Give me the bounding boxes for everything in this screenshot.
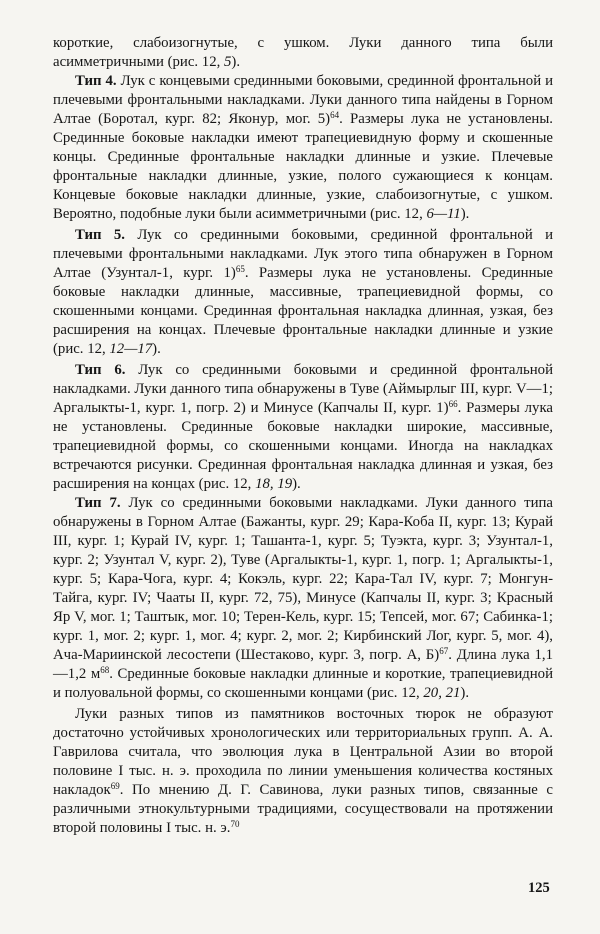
figure-reference: 5 <box>224 54 232 70</box>
text-run: . Длина лука 1,1—1,2 м <box>53 647 553 682</box>
text-run: . По мнению Д. Г. Савинова, луки разных типов, связанные с различными этнокультурными традициями, сосуществовали на протяжении второй половины I тыс. н. э. <box>53 782 553 836</box>
paragraph-type-7 <box>53 494 553 703</box>
text-run: ). <box>152 341 161 357</box>
text-run: короткие, слабоизогнутые, с ушком. Луки данного типа были асимметричными (рис. 12, <box>53 35 553 70</box>
text-run: ). <box>460 685 470 701</box>
page-number: 125 <box>528 880 550 896</box>
text-run: . Размеры лука не установлены. Срединные боковые накладки длинные, массивные, трапециевидной формы, со скошенными концами. Срединная фронтальная накладка длинная, узкая, без расширения на концах. Плечевые фронтальные накладки длинные и узкие (рис. 12, <box>53 265 553 357</box>
figure-reference: 20, 21 <box>423 685 461 701</box>
text-run: Луки разных типов из памятников восточных тюрок не образуют достаточно устойчивых хронологических или территориальных групп. А. А. Гаврилова считала, что эволюция лука в Центральной Азии во второй половине I тыс. н. э. проходила по линии уменьшения количества костяных накладок <box>53 706 553 798</box>
figure-reference: 18, 19 <box>255 476 293 492</box>
footnote-marker: 70 <box>230 819 240 829</box>
text-run: Лук со срединными боковыми, срединной фронтальной и плечевыми фронтальными накладками. Лук этого типа обнаружен в Горном Алтае (Узунтал-1, кург. 1) <box>53 227 553 281</box>
footnote-marker: 64 <box>330 110 340 120</box>
paragraph-type-6 <box>53 361 553 494</box>
type-heading: Тип 4. <box>75 73 117 89</box>
paragraph-type-5 <box>53 226 553 359</box>
figure-reference: 6—11 <box>426 206 461 222</box>
footnote-marker: 66 <box>448 399 458 409</box>
text-run: ). <box>231 54 241 70</box>
text-run: Лук с концевыми срединными боковыми, срединной фронтальной и плечевыми фронтальными накладками. Луки данного типа найдены в Горном Алтае (Боротал, кург. 82; Яконур, мог. 5) <box>53 73 553 127</box>
footnote-marker: 68 <box>100 665 110 675</box>
text-run: ). <box>460 206 470 222</box>
main-text <box>53 34 553 838</box>
paragraph-type-4 <box>53 72 553 224</box>
text-run: Лук со срединными боковыми накладками. Луки данного типа обнаружены в Горном Алтае (Бажанты, кург. 29; Кара-Коба II, кург. 13; Курай III, кург. 1; Курай IV, кург. 1; Ташанта-1, кург. 5; Туэкта, кург. 3; Узунтал-1, кург. 2; Узунтал V, кург. 2), Туве (Аргалыкты-1, кург. 1, погр. 1; Аргалыкты-1, кург. 5; Кара-Чога, кург. 4; Кокэль, кург. 22; Кара-Тал IV, кург. 7; Монгун-Тайга, кург. IV; Чааты II, кург. 72, 75), Минусе (Капчалы II, кург. 3; Красный Яр V, мог. 1; Таштык, мог. 10; Терен-Кель, кург. 15; Тепсей, мог. 67; Сабинка-1; кург. 1, мог. 2; кург. 1, мог. 4; кург. 2, мог. 2; Кирбинский Лог, кург. 5, мог. 4), Ача-Мариинской лесостепи (Шестаково, кург. 3, погр. А, Б) <box>53 495 553 663</box>
text-run: . Размеры лука не установлены. Срединные боковые накладки широкие, массивные, трапециевидной формы, со скошенными концами. Иногда на накладках встречаются рисунки. Срединная фронтальная накладка длинная и узкая, без расширения на концах (рис. 12, <box>53 400 553 492</box>
footnote-marker: 67 <box>439 646 449 656</box>
footnote-marker: 69 <box>110 781 120 791</box>
figure-reference: 12—17 <box>109 341 153 357</box>
footnote-marker: 65 <box>235 264 245 274</box>
text-run: . Срединные боковые накладки длинные и короткие, трапециевидной и полуовальной формы, со скошенными концами (рис. 12, <box>53 666 553 701</box>
text-run: ). <box>292 476 301 492</box>
type-heading: Тип 6. <box>75 362 126 378</box>
text-run: . Размеры лука не установлены. Срединные боковые накладки имеют трапециевидную форму и скошенные концы. Срединные фронтальные накладки длинные и узкие. Плечевые фронтальные накладки длинные, узкие, полого сужающиеся к концам. Концевые боковые накладки длинные, узкие, слабоизогнутые, с ушком. Вероятно, подобные луки были асимметричными (рис. 12, <box>53 111 553 222</box>
text-run: Лук со срединными боковыми и срединной фронтальной накладками. Луки данного типа обнаружены в Туве (Аймырлыг III, кург. V—1; Аргалыкты-1, кург. 1, погр. 2) и Минусе (Капчалы II, кург. 1) <box>53 362 553 416</box>
type-heading: Тип 5. <box>75 227 125 243</box>
paragraph-continuation <box>53 34 553 72</box>
type-heading: Тип 7. <box>75 495 121 511</box>
paragraph-conclusion <box>53 705 553 838</box>
